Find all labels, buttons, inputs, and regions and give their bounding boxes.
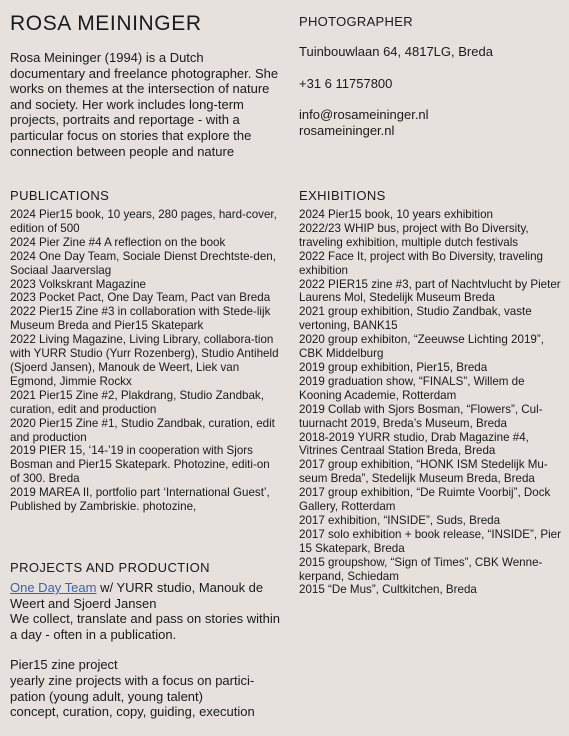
list-item: 2019 MAREA II, portfolio part ‘International Guest’, Published by Zambriskie. photozine,: [10, 486, 270, 514]
projects-heading: PROJECTS AND PRODUCTION: [10, 560, 210, 575]
email-link[interactable]: info@rosameininger.nl: [299, 107, 429, 123]
role-heading: PHOTOGRAPHER: [299, 14, 413, 29]
bio-text: Rosa Meininger (1994) is a Dutch documentary and freelance photographer. She works on themes at the intersection of nature and society. Her work includes long-term projects, portraits and reportage - with a particular focus on stories that explore the connection between people and nature: [10, 50, 279, 159]
list-item: 2015 “De Mus”, Cultkitchen, Breda: [299, 583, 477, 597]
list-item: 2019 Collab with Sjors Bosman, “Flowers”, Cul-tuurnacht 2019, Breda’s Museum, Breda: [299, 402, 543, 430]
one-day-team-project: [10, 580, 282, 642]
projects-section: [10, 560, 282, 720]
one-day-team-link[interactable]: One Day Team: [10, 580, 97, 595]
list-item: 2020 Pier15 Zine #1, Studio Zandbak, curation, edit and production: [10, 416, 275, 444]
publications-section: [10, 188, 282, 514]
list-item: 2024 Pier Zine #4 A reflection on the book: [10, 235, 226, 249]
list-item: 2022 PIER15 zine #3, part of Nachtvlucht by Pieter Laurens Mol, Stedelijk Museum Breda: [299, 277, 561, 305]
list-item: 2022 Living Magazine, Living Library, collabora-tion with YURR Studio (Yurr Rozenberg), Studio Antiheld (Sjoerd Jansen), Manouk de Weert, Liek van Egmond, Jimmie Rockx: [10, 333, 279, 388]
list-item: 2018-2019 YURR studio, Drab Magazine #4, Vitrines Centraal Station Breda, Breda: [299, 430, 529, 458]
publications-heading: PUBLICATIONS: [10, 188, 110, 203]
pier15-project-description: yearly zine projects with a focus on partici-pation (young adult, young talent): [10, 672, 255, 704]
contact-section: [299, 14, 561, 138]
pier15-project-roles: concept, curation, copy, guiding, execution: [10, 704, 255, 720]
phone-number: +31 6 11757800: [299, 75, 393, 91]
list-item: 2019 PIER 15, ‘14-’19 in cooperation with Sjors Bosman and Pier15 Skatepark. Photozine, editi-on of 300. Breda: [10, 444, 270, 486]
list-item: 2021 group exhibition, Studio Zandbak, vaste vertoning, BANK15: [299, 305, 532, 333]
list-item: 2019 graduation show, “FINALS”, Willem de Kooning Academie, Rotterdam: [299, 374, 525, 402]
exhibitions-list: [299, 208, 561, 597]
list-item: 2017 solo exhibition + book release, “INSIDE”, Pier 15 Skatepark, Breda: [299, 527, 561, 555]
list-item: 2015 groupshow, “Sign of Times”, CBK Wenne-kerpand, Schiedam: [299, 555, 543, 583]
list-item: 2017 group exhibition, “De Ruimte Voorbij”, Dock Gallery, Rotterdam: [299, 486, 551, 514]
list-item: 2024 Pier15 book, 10 years, 280 pages, hard-cover, edition of 500: [10, 208, 277, 235]
website-link[interactable]: rosameininger.nl: [299, 122, 395, 138]
pier15-project-name: Pier15 zine project: [10, 657, 118, 673]
list-item: 2023 Volkskrant Magazine: [10, 277, 146, 291]
list-item: 2023 Pocket Pact, One Day Team, Pact van Breda: [10, 291, 271, 305]
list-item: 2022 Face It, project with Bo Diversity, traveling exhibition: [299, 249, 544, 277]
list-item: 2021 Pier15 Zine #2, Plakdrang, Studio Zandbak, curation, edit and production: [10, 388, 264, 416]
address: Tuinbouwlaan 64, 4817LG, Breda: [299, 44, 493, 59]
list-item: 2017 exhibition, “INSIDE”, Suds, Breda: [299, 513, 501, 527]
publications-list: [10, 208, 282, 514]
one-day-team-description: We collect, translate and pass on stories within a day - often in a publication.: [10, 611, 281, 642]
list-item: 2019 group exhibition, Pier15, Breda: [299, 360, 488, 374]
exhibitions-section: [299, 188, 561, 597]
list-item: 2022 Pier15 Zine #3 in collaboration with Stede-lijk Museum Breda and Pier15 Skatepark: [10, 305, 271, 333]
list-item: 2022/23 WHIP bus, project with Bo Diversity, traveling exhibition, multiple dutch festivals: [299, 221, 529, 249]
exhibitions-heading: EXHIBITIONS: [299, 188, 386, 203]
pier15-project: [10, 657, 282, 719]
list-item: 2024 Pier15 book, 10 years exhibition: [299, 208, 494, 221]
list-item: 2024 One Day Team, Sociale Dienst Drechtste-den, Sociaal Jaarverslag: [10, 249, 276, 277]
list-item: 2017 group exhibition, “HONK ISM Stedelijk Mu-seum Breda”, Stedelijk Museum Breda, Breda: [299, 458, 548, 486]
one-day-team-collaborators: w/ YURR studio, Manouk de Weert and Sjoerd Jansen: [10, 580, 264, 611]
page-title: ROSA MEININGER: [10, 12, 202, 35]
list-item: 2020 group exhibiton, “Zeeuwse Lichting 2019”, CBK Middelburg: [299, 333, 544, 361]
intro-section: [10, 12, 280, 159]
